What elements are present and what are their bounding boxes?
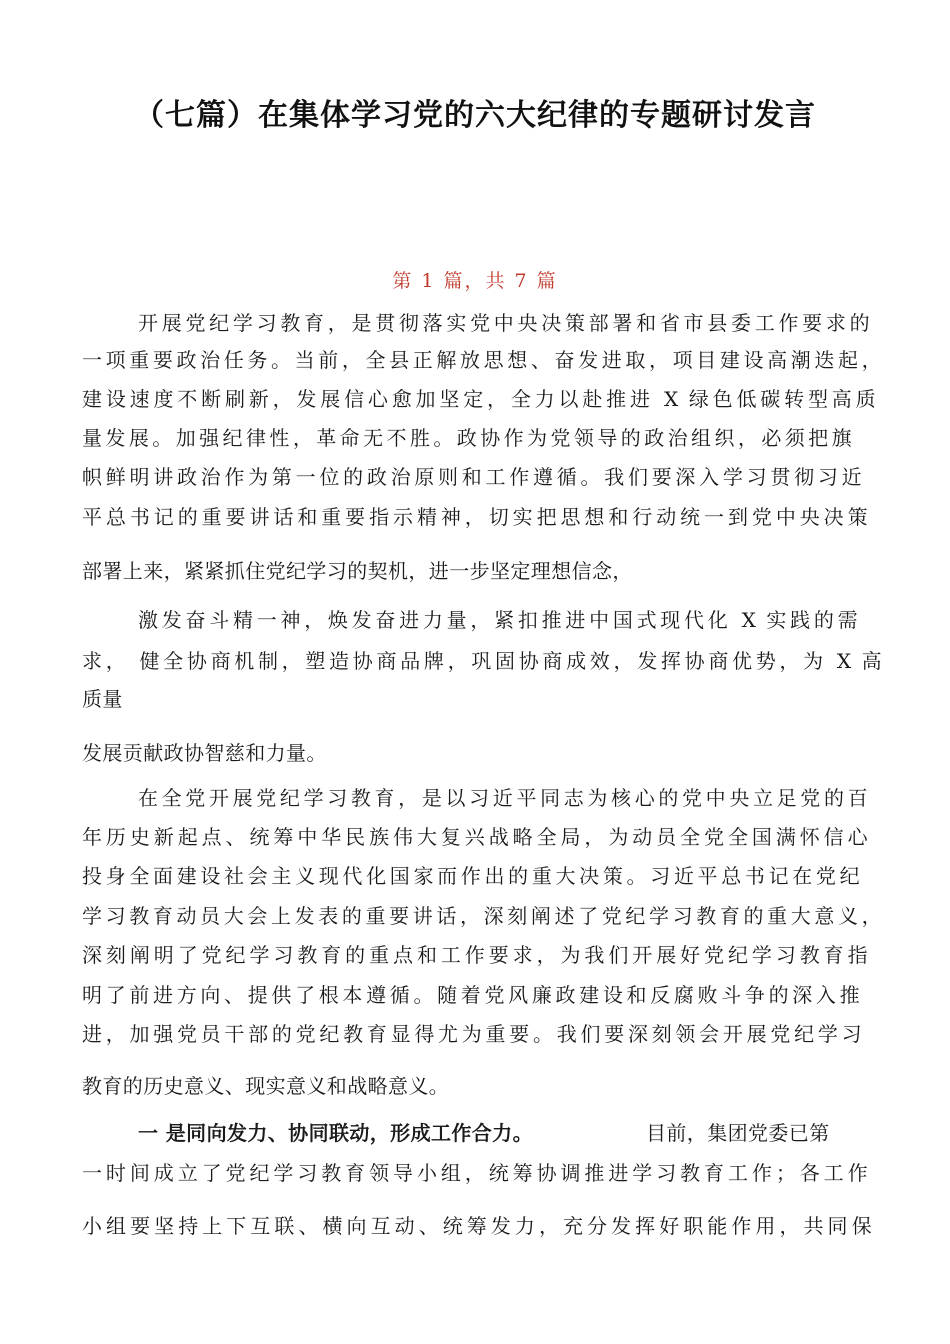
paragraph-line: 质量 [82, 687, 123, 711]
paragraph-line: 开展党纪学习教育，是贯彻落实党中央决策部署和省市县委工作要求的 [138, 311, 870, 335]
paragraph-line: 帜鲜明讲政治作为第一位的政治原则和工作遵循。我们要深入学习贯彻习近 [82, 465, 862, 489]
paragraph-line: 建设速度不断刷新，发展信心愈加坚定，全力以赴推进 X 绿色低碳转型高质 [82, 387, 876, 411]
paragraph-line: 目前，集团党委已第 [646, 1121, 830, 1145]
document-title: （七篇）在集体学习党的六大纪律的专题研讨发言 [134, 98, 816, 133]
paragraph-line: 在全党开展党纪学习教育，是以习近平同志为核心的党中央立足党的百 [138, 786, 868, 810]
paragraph-line: 一项重要政治任务。当前，全县正解放思想、奋发进取，项目建设高潮迭起， [82, 348, 882, 372]
paragraph-line: 进，加强党员干部的党纪教育显得尤为重要。我们要深刻领会开展党纪学习 [82, 1022, 862, 1046]
paragraph-line: 教育的历史意义、现实意义和战略意义。 [82, 1074, 450, 1098]
paragraph-line: 学习教育动员大会上发表的重要讲话，深刻阐述了党纪学习教育的重大意义， [82, 904, 882, 928]
paragraph-line: 求， 健全协商机制，塑造协商品牌，巩固协商成效，发挥协商优势，为 X 高 [82, 649, 882, 673]
paragraph-line: 部署上来，紧紧抓住党纪学习的契机，进一步坚定理想信念， [82, 559, 633, 583]
section-heading: 一 是同向发力、协同联动，形成工作合力。 [138, 1121, 533, 1145]
paragraph-line: 激发奋斗精一神，焕发奋进力量，紧扣推进中国式现代化 X 实践的需 [138, 608, 858, 632]
paragraph-line: 明了前进方向、提供了根本遵循。随着党风廉政建设和反腐败斗争的深入推 [82, 983, 860, 1007]
paragraph-line: 量发展。加强纪律性，革命无不胜。政协作为党领导的政治组织，必须把旗 [82, 426, 852, 450]
paragraph-line: 一时间成立了党纪学习教育领导小组，统筹协调推进学习教育工作；各工作 [82, 1161, 868, 1185]
paragraph-line: 深刻阐明了党纪学习教育的重点和工作要求，为我们开展好党纪学习教育指 [82, 943, 868, 967]
paragraph-line: 平总书记的重要讲话和重要指示精神，切实把思想和行动统一到党中央决策 [82, 505, 868, 529]
paragraph-line: 投身全面建设社会主义现代化国家而作出的重大决策。习近平总书记在党纪 [82, 864, 860, 888]
paragraph-line: 年历史新起点、统筹中华民族伟大复兴战略全局，为动员全党全国满怀信心 [82, 825, 868, 849]
part-indicator: 第 1 篇，共 7 篇 [392, 270, 558, 292]
paragraph-line: 小组要坚持上下互联、横向互动、统筹发力，充分发挥好职能作用，共同保 [82, 1214, 872, 1238]
paragraph-line: 发展贡献政协智慈和力量。 [82, 741, 327, 765]
